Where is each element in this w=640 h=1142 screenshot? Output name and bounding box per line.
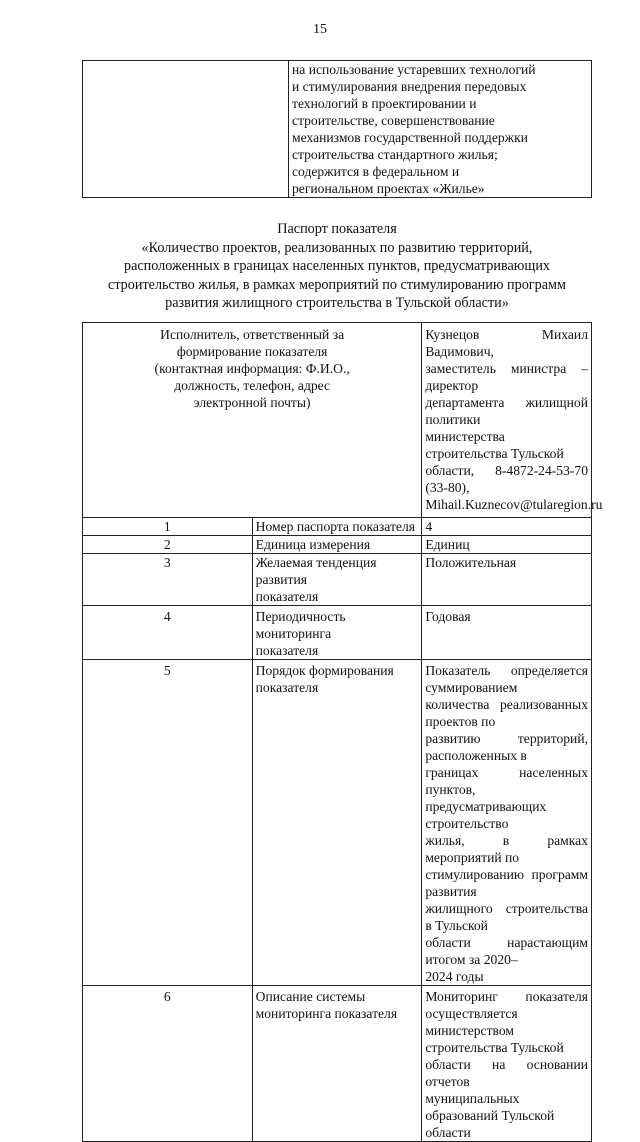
continuation-line: строительства стандартного жилья; [292,147,498,162]
row-label [252,518,422,536]
table-row [83,536,592,554]
row-label [252,986,422,1142]
row-label-line: мониторинга показателя [255,1006,398,1021]
continuation-line: технологий в проектировании и [292,96,477,111]
responsible-label-line: электронной почты) [193,395,311,410]
row-label-line: Описание системы [255,989,366,1004]
row-value [422,606,592,660]
continuation-line: механизмов государственной поддержки [292,130,528,145]
row-number: 3 [83,554,253,606]
row-label-line: Единица измерения [255,537,371,552]
passport-title-block [82,220,592,313]
row-value-line: Показатель определяется суммированием [425,663,588,695]
row-label [252,660,422,986]
continuation-text-cell [289,61,592,198]
passport-table [82,322,603,1142]
row-label-line: показателя [255,643,319,658]
continuation-row [83,61,592,198]
responsible-email: Mihail.Kuznecov@tularegion.ru [425,497,603,512]
row-value [422,986,592,1142]
row-number: 4 [83,606,253,660]
row-value-line: 2024 годы [425,969,484,984]
passport-title-line: строительство жилья, в рамках мероприятий по стимулированию программ [108,276,566,293]
continuation-line: содержится в федеральном и [292,164,460,179]
continuation-line: региональном проектах «Жилье» [292,181,485,196]
continuation-line: на использование устаревших технологий [292,62,536,77]
row-label [252,536,422,554]
row-value-line: министерством строительства Тульской [425,1023,564,1055]
responsible-value-line: министерства строительства Тульской [425,429,564,461]
row-value-line: области нарастающим итогом за 2020– [425,935,588,967]
row-value-line: области [425,1125,471,1140]
row-value-line: муниципальных образований Тульской [425,1091,555,1123]
responsible-value-line: Кузнецов Михаил Вадимович, [425,327,588,359]
row-value-line: предусматривающих строительство [425,799,547,831]
responsible-value-line: департамента жилищной политики [425,395,588,427]
row-label [252,606,422,660]
row-value-line: стимулированию программ развития [425,867,588,899]
continuation-table [82,60,592,198]
passport-heading: Паспорт показателя [277,221,397,237]
row-value [422,518,592,536]
row-label-line: показателя [255,589,319,604]
row-value-line: Годовая [425,609,471,624]
table-row [83,606,592,660]
responsible-label-line: формирование показателя [176,344,328,359]
row-label-line: Порядок формирования [255,663,394,678]
table-row [83,518,592,536]
responsible-value-cell [422,323,603,518]
row-number: 5 [83,660,253,986]
row-value-line: жилищного строительства в Тульской [425,901,588,933]
responsible-label-line: (контактная информация: Ф.И.О., [154,361,350,376]
row-value-line: Единиц [425,537,470,552]
row-value [422,660,592,986]
row-label-line: показателя [255,680,319,695]
continuation-line: строительстве, совершенствование [292,113,495,128]
row-label-line: Желаемая тенденция развития [255,555,377,587]
row-value-line: 4 [425,519,433,534]
responsible-value-line: области, 8-4872-24-53-70 (33-80), [425,463,588,495]
row-label [252,554,422,606]
row-number: 6 [83,986,253,1142]
table-row [83,986,592,1142]
row-value-line: развитию территорий, расположенных в [425,731,588,763]
row-value-line: жилья, в рамках мероприятий по [425,833,588,865]
row-value-line: Положительная [425,555,517,570]
row-value-line: Мониторинг показателя осуществляется [425,989,588,1021]
row-label-line: Периодичность мониторинга [255,609,346,641]
responsible-label-cell [83,323,422,518]
continuation-empty-cell [83,61,289,198]
row-value [422,536,592,554]
row-number: 1 [83,518,253,536]
table-row [83,554,592,606]
row-value-line: количества реализованных проектов по [425,697,588,729]
page-number: 15 [313,22,327,37]
row-label-line: Номер паспорта показателя [255,519,415,534]
passport-title-line: расположенных в границах населенных пунктов, предусматривающих [123,258,551,274]
passport-title-line: «Количество проектов, реализованных по развитию территорий, [141,239,533,256]
continuation-line: и стимулирования внедрения передовых [292,79,527,94]
table-row [83,660,592,986]
responsible-label-line: Исполнитель, ответственный за [160,327,345,342]
responsible-value-line: заместитель министра – директор [425,361,588,393]
row-number: 2 [83,536,253,554]
passport-title-line: развития жилищного строительства в Тульской области» [165,295,509,311]
responsible-label-line: должность, телефон, адрес [174,378,331,393]
row-value [422,554,592,606]
row-value-line: области на основании отчетов [425,1057,588,1089]
row-value-line: границах населенных пунктов, [425,765,588,797]
table-header-row [83,323,592,518]
